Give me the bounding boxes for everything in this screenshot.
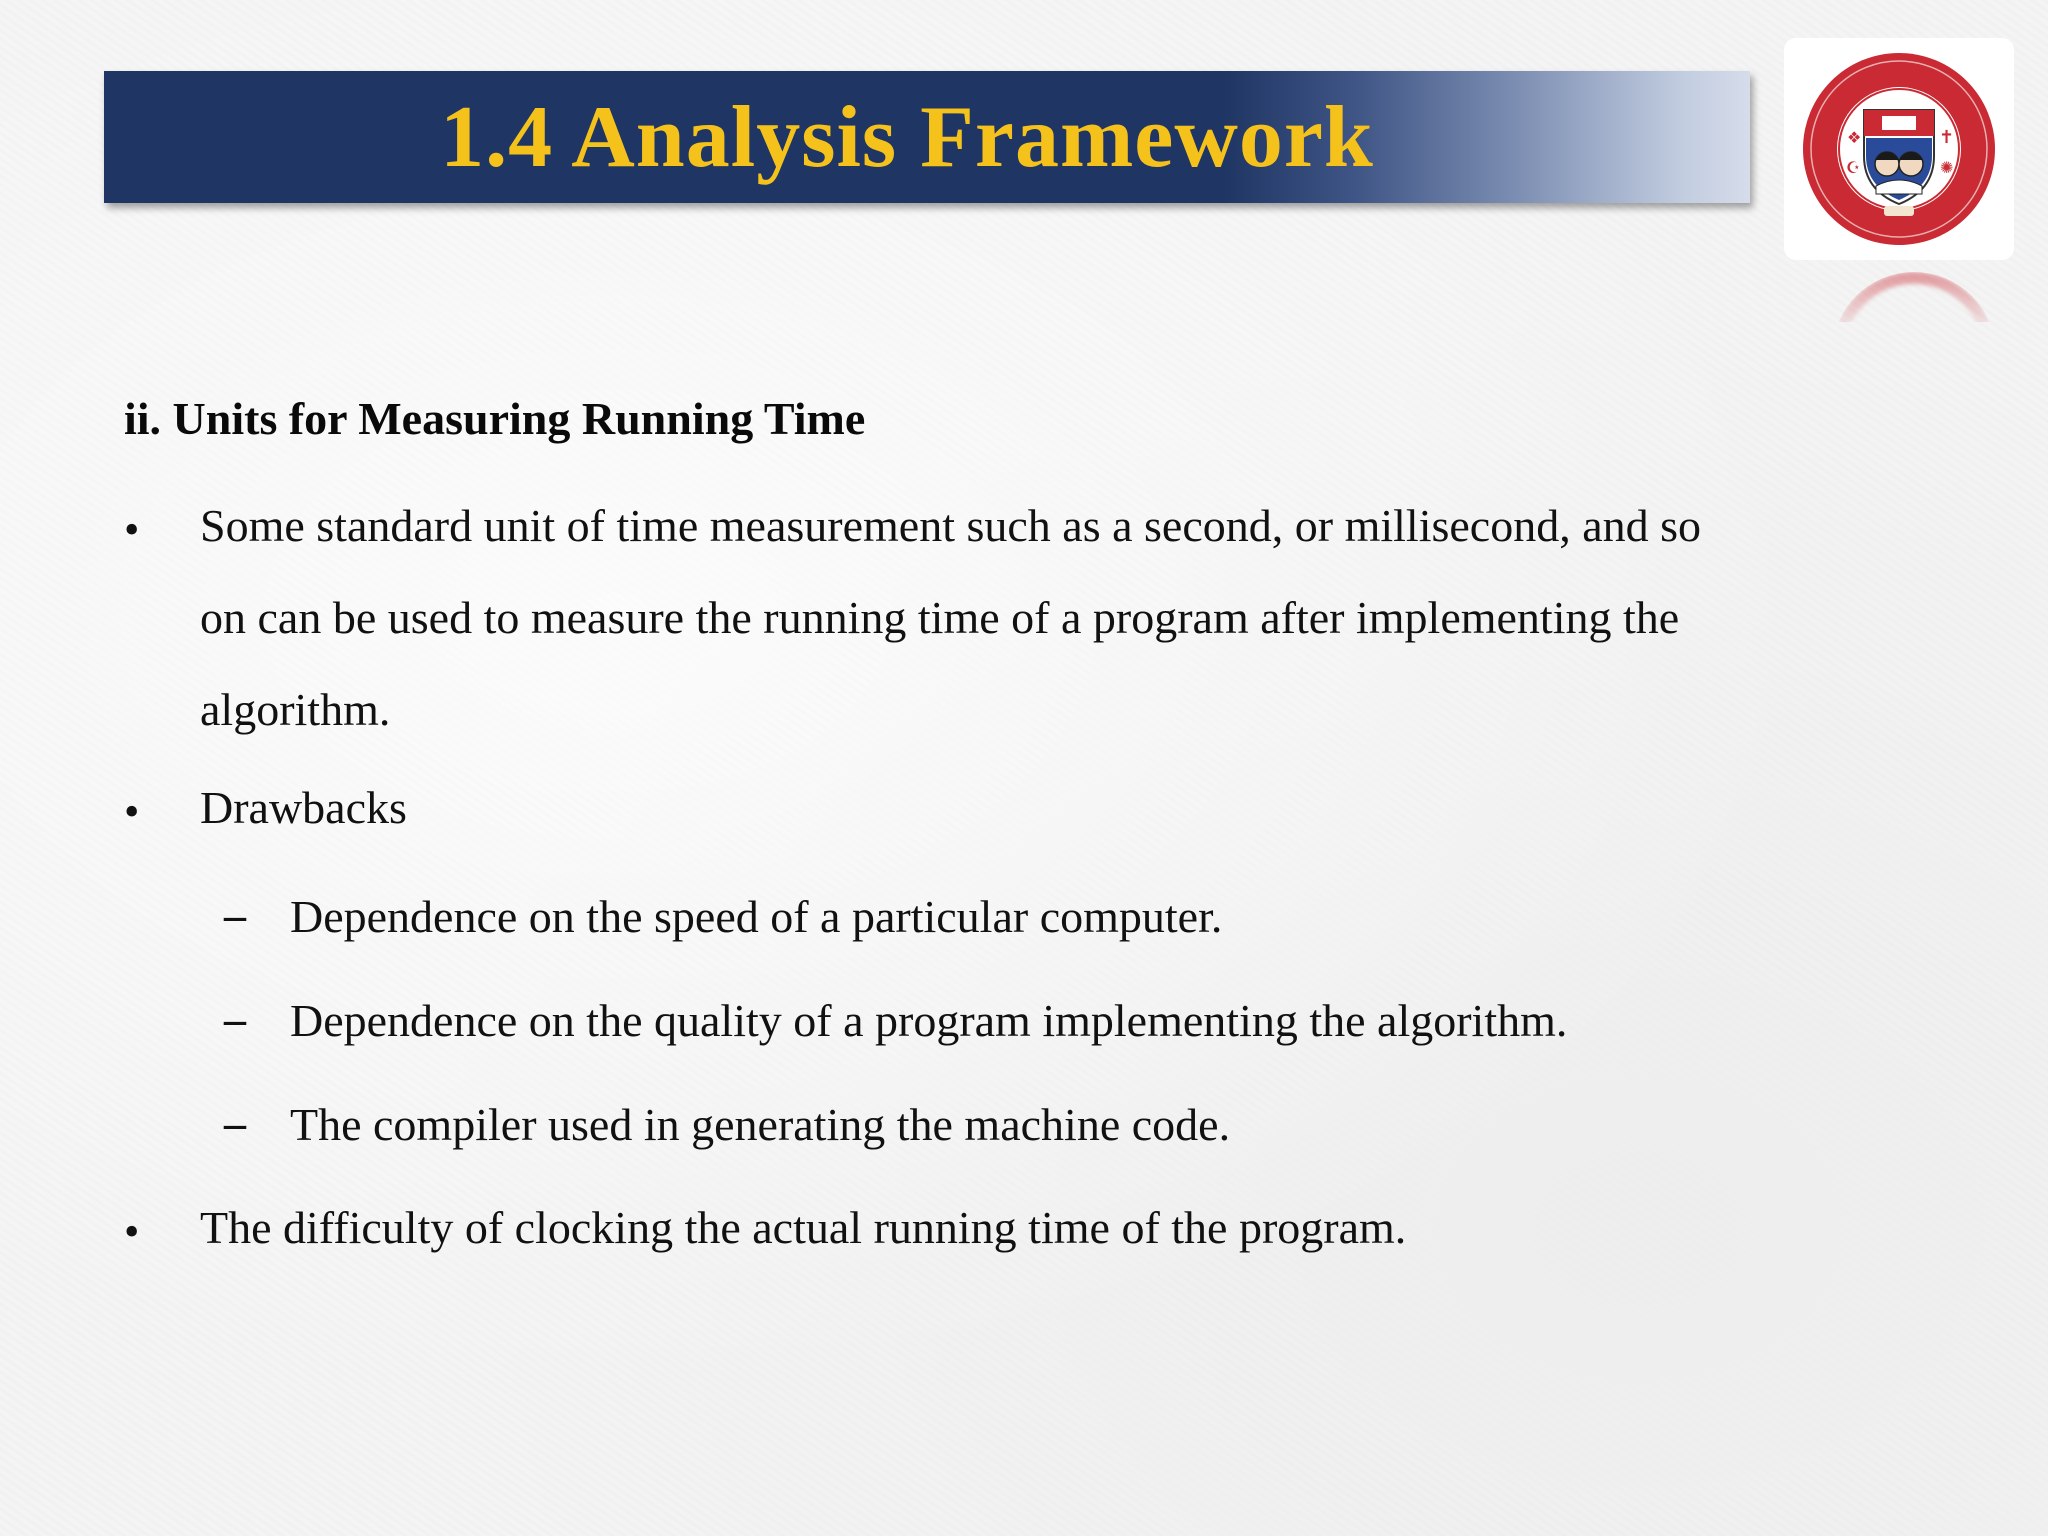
bullet-line: Some standard unit of time measurement such as a second, or millisecond, and so [200, 500, 1702, 551]
bullet-marker: • [124, 1207, 140, 1256]
bullet-marker: • [124, 787, 140, 836]
dash-marker: – [224, 995, 246, 1044]
sub-bullet-text: The compiler used in generating the machine code. [290, 1099, 1231, 1150]
dash-marker: – [224, 1099, 246, 1148]
sub-bullet-text: Dependence on the quality of a program implementing the algorithm. [290, 995, 1568, 1046]
bullet-line: algorithm. [200, 684, 391, 735]
bullet-line: on can be used to measure the running time of a program after implementing the [200, 592, 1680, 643]
bullet-text [200, 480, 1900, 756]
bullet-text [200, 1182, 1900, 1274]
svg-text:✝: ✝ [1939, 127, 1955, 148]
bullet-marker: • [124, 505, 140, 554]
dash-marker: – [224, 891, 246, 940]
bullet-line: The difficulty of clocking the actual running time of the program. [200, 1202, 1407, 1253]
slide-title: 1.4 Analysis Framework [440, 88, 1374, 186]
sub-bullet-text: Dependence on the speed of a particular computer. [290, 891, 1223, 942]
bullet-text [200, 762, 1900, 854]
svg-text:✺: ✺ [1940, 158, 1954, 177]
section-heading: ii. Units for Measuring Running Time [124, 393, 866, 444]
svg-text:❖: ❖ [1847, 128, 1862, 147]
bullet-line: Drawbacks [200, 782, 407, 833]
svg-text:☪: ☪ [1846, 158, 1861, 177]
